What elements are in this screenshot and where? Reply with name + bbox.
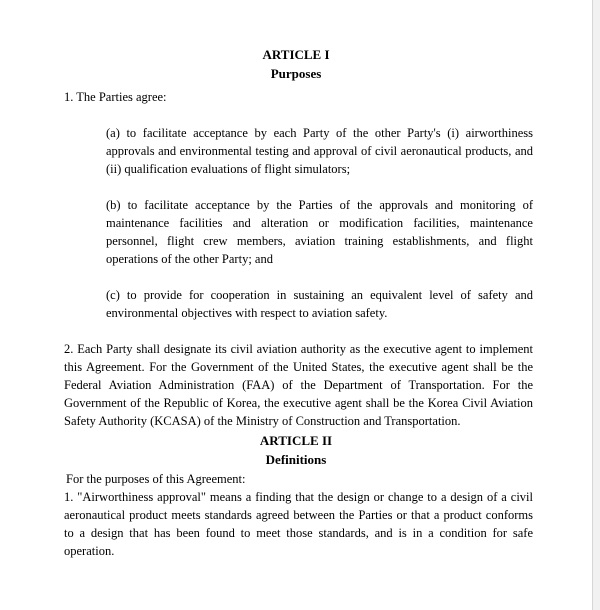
item-b-line-2: maintenance facilities and alteration or modification facilities, maintenance xyxy=(106,216,533,230)
item-c-line-2: environmental objectives with respect to aviation safety. xyxy=(106,306,388,320)
article-1-subtitle: Purposes xyxy=(270,66,322,81)
paragraph-2-line-5: Safety Authority (KCASA) of the Ministry of Construction and Transportation. xyxy=(64,414,461,428)
definition-1-line-1: 1. "Airworthiness approval" means a finding that the design or change to a design of a civil xyxy=(64,490,533,504)
item-a-line-2: approvals and environmental testing and approval of civil aeronautical products, and xyxy=(106,144,533,158)
definitions-intro: For the purposes of this Agreement: xyxy=(66,472,246,486)
item-a-line-1: (a) to facilitate acceptance by each Party of the other Party's (i) airworthiness xyxy=(106,126,533,140)
item-b-line-1: (b) to facilitate acceptance by the Parties of the approvals and monitoring of xyxy=(106,198,533,212)
item-b-line-4: operations of the other Party; and xyxy=(106,252,273,266)
article-2-title: ARTICLE II xyxy=(259,433,333,448)
definition-1-line-4: operation. xyxy=(64,544,115,558)
paragraph-1-intro: 1. The Parties agree: xyxy=(64,90,167,104)
paragraph-2-line-3: Federal Aviation Administration (FAA) of the Department of Transportation. For the xyxy=(64,378,533,392)
paragraph-2-line-2: this Agreement. For the Government of the United States, the executive agent shall be the xyxy=(64,360,533,374)
paragraph-2-line-1: 2. Each Party shall designate its civil aviation authority as the executive agent to implement xyxy=(64,342,533,356)
item-a-line-3: (ii) qualification evaluations of flight simulators; xyxy=(106,162,351,176)
paragraph-2-line-4: Government of the Republic of Korea, the executive agent shall be the Korea Civil Aviation xyxy=(64,396,533,410)
item-b-line-3: personnel, flight crew members, aviation training establishments, and flight xyxy=(106,234,533,248)
definition-1-line-3: to a design that has been found to meet those standards, and is in a condition for safe xyxy=(64,526,533,540)
definition-1-line-2: aeronautical product meets standards agreed between the Parties or that a product conforms xyxy=(64,508,533,522)
item-c-line-1: (c) to provide for cooperation in sustaining an equivalent level of safety and xyxy=(106,288,533,302)
article-1-title: ARTICLE I xyxy=(262,47,330,62)
article-2-subtitle: Definitions xyxy=(265,452,327,467)
